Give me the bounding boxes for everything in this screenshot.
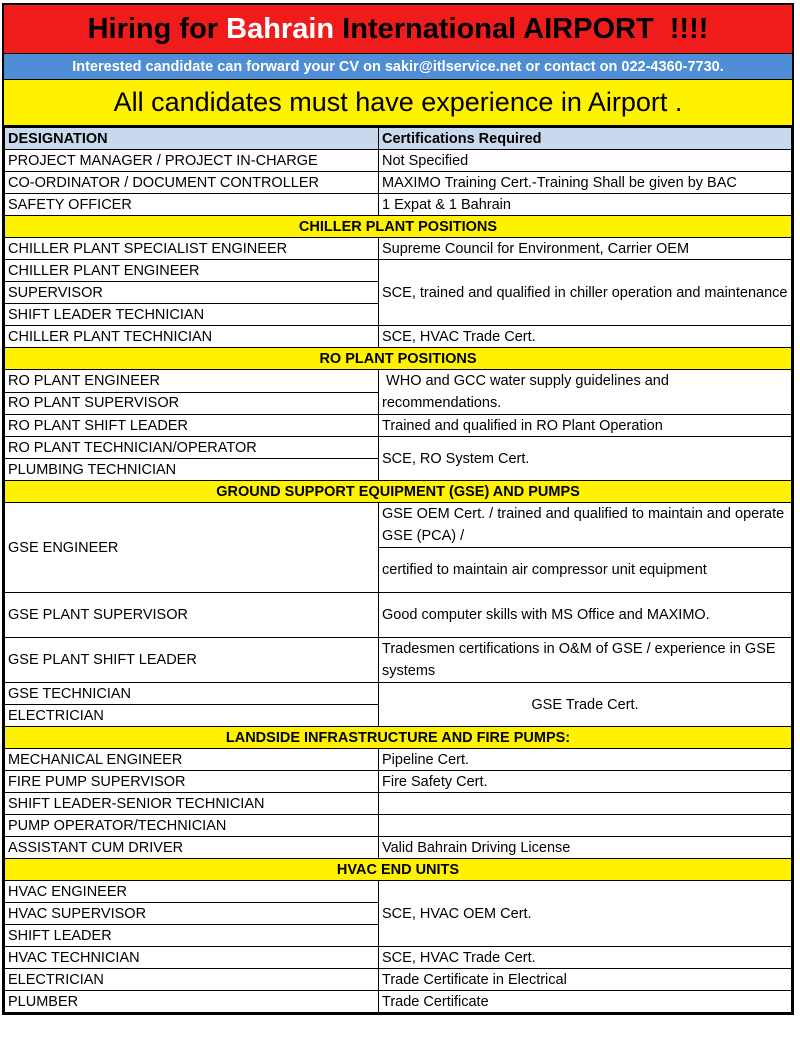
designation-cell: ASSISTANT CUM DRIVER xyxy=(5,837,379,859)
table-row xyxy=(5,503,792,548)
table-row xyxy=(5,683,792,705)
table-row xyxy=(5,370,792,393)
certification-cell: SCE, HVAC Trade Cert. xyxy=(379,947,792,969)
section-title: CHILLER PLANT POSITIONS xyxy=(5,216,792,238)
designation-cell: FIRE PUMP SUPERVISOR xyxy=(5,771,379,793)
designation-cell: CHILLER PLANT ENGINEER xyxy=(5,260,379,282)
designation-cell: SHIFT LEADER-SENIOR TECHNICIAN xyxy=(5,793,379,815)
designation-cell: GSE PLANT SUPERVISOR xyxy=(5,593,379,638)
designation-cell: PROJECT MANAGER / PROJECT IN-CHARGE xyxy=(5,150,379,172)
table-row xyxy=(5,793,792,815)
designation-cell: GSE PLANT SHIFT LEADER xyxy=(5,638,379,683)
banner-highlight: Bahrain xyxy=(226,12,335,45)
certification-cell: Trade Certificate xyxy=(379,991,792,1013)
designation-cell: ELECTRICIAN xyxy=(5,705,379,727)
positions-table xyxy=(4,127,792,1013)
certification-cell: Tradesmen certifications in O&M of GSE / experience in GSE systems xyxy=(379,638,792,683)
section-title: GROUND SUPPORT EQUIPMENT (GSE) AND PUMPS xyxy=(5,481,792,503)
table-row xyxy=(5,991,792,1013)
certification-cell: Trained and qualified in RO Plant Operation xyxy=(379,415,792,437)
designation-cell: RO PLANT TECHNICIAN/OPERATOR xyxy=(5,437,379,459)
certification-cell: SCE, trained and qualified in chiller operation and maintenance xyxy=(379,260,792,326)
certification-cell: Valid Bahrain Driving License xyxy=(379,837,792,859)
section-header-hvac xyxy=(5,859,792,881)
table-row xyxy=(5,947,792,969)
certifications-column-header: Certifications Required xyxy=(379,128,792,150)
banner-text-part2: International AIRPORT !!!! xyxy=(334,12,709,45)
certification-cell: GSE OEM Cert. / trained and qualified to maintain and operate GSE (PCA) / xyxy=(379,503,792,548)
certification-cell: GSE Trade Cert. xyxy=(379,683,792,727)
table-row xyxy=(5,326,792,348)
designation-cell: CHILLER PLANT SPECIALIST ENGINEER xyxy=(5,238,379,260)
table-row xyxy=(5,638,792,683)
designation-cell: HVAC TECHNICIAN xyxy=(5,947,379,969)
table-row xyxy=(5,194,792,216)
designation-cell: HVAC ENGINEER xyxy=(5,881,379,903)
section-title: RO PLANT POSITIONS xyxy=(5,348,792,370)
designation-cell: SHIFT LEADER TECHNICIAN xyxy=(5,304,379,326)
table-row xyxy=(5,150,792,172)
designation-cell: SHIFT LEADER xyxy=(5,925,379,947)
section-header-ro xyxy=(5,348,792,370)
designation-cell: SAFETY OFFICER xyxy=(5,194,379,216)
designation-cell: MECHANICAL ENGINEER xyxy=(5,749,379,771)
certification-cell: SCE, HVAC OEM Cert. xyxy=(379,881,792,947)
designation-cell: PLUMBER xyxy=(5,991,379,1013)
designation-cell: CHILLER PLANT TECHNICIAN xyxy=(5,326,379,348)
designation-cell: PUMP OPERATOR/TECHNICIAN xyxy=(5,815,379,837)
designation-cell: SUPERVISOR xyxy=(5,282,379,304)
banner-text-part1: Hiring for xyxy=(87,12,227,45)
table-row xyxy=(5,593,792,638)
certification-cell: Trade Certificate in Electrical xyxy=(379,969,792,991)
table-row xyxy=(5,837,792,859)
designation-cell: RO PLANT ENGINEER xyxy=(5,370,379,393)
certification-cell xyxy=(379,815,792,837)
table-row xyxy=(5,771,792,793)
section-header-chiller xyxy=(5,216,792,238)
certification-cell: Pipeline Cert. xyxy=(379,749,792,771)
contact-line: Interested candidate can forward your CV on sakir@itlservice.net or contact on 022-4360-7730. xyxy=(4,54,792,80)
designation-cell: ELECTRICIAN xyxy=(5,969,379,991)
table-row xyxy=(5,260,792,282)
certification-cell: certified to maintain air compressor unit equipment xyxy=(379,548,792,593)
table-row xyxy=(5,437,792,459)
certification-cell: Not Specified xyxy=(379,150,792,172)
hiring-banner xyxy=(4,5,792,54)
section-title: HVAC END UNITS xyxy=(5,859,792,881)
section-header-landside xyxy=(5,727,792,749)
designation-cell: PLUMBING TECHNICIAN xyxy=(5,459,379,481)
table-row xyxy=(5,172,792,194)
designation-cell: RO PLANT SHIFT LEADER xyxy=(5,415,379,437)
certification-cell xyxy=(379,793,792,815)
certification-cell: Good computer skills with MS Office and MAXIMO. xyxy=(379,593,792,638)
table-row xyxy=(5,238,792,260)
certification-cell: SCE, RO System Cert. xyxy=(379,437,792,481)
table-row xyxy=(5,749,792,771)
certification-cell: SCE, HVAC Trade Cert. xyxy=(379,326,792,348)
designation-cell: GSE ENGINEER xyxy=(5,503,379,593)
certification-cell: Supreme Council for Environment, Carrier OEM xyxy=(379,238,792,260)
table-row xyxy=(5,969,792,991)
section-header-gse xyxy=(5,481,792,503)
table-header-row xyxy=(5,128,792,150)
designation-cell: HVAC SUPERVISOR xyxy=(5,903,379,925)
table-row xyxy=(5,415,792,437)
designation-cell: RO PLANT SUPERVISOR xyxy=(5,392,379,415)
table-row xyxy=(5,881,792,903)
job-posting-sheet xyxy=(2,3,794,1015)
certification-cell: WHO and GCC water supply guidelines and recommendations. xyxy=(379,370,792,415)
designation-cell: CO-ORDINATOR / DOCUMENT CONTROLLER xyxy=(5,172,379,194)
table-row xyxy=(5,815,792,837)
certification-cell: Fire Safety Cert. xyxy=(379,771,792,793)
certification-cell: MAXIMO Training Cert.-Training Shall be given by BAC xyxy=(379,172,792,194)
experience-notice: All candidates must have experience in Airport . xyxy=(4,80,792,127)
certification-cell: 1 Expat & 1 Bahrain xyxy=(379,194,792,216)
designation-column-header: DESIGNATION xyxy=(5,128,379,150)
designation-cell: GSE TECHNICIAN xyxy=(5,683,379,705)
section-title: LANDSIDE INFRASTRUCTURE AND FIRE PUMPS: xyxy=(5,727,792,749)
